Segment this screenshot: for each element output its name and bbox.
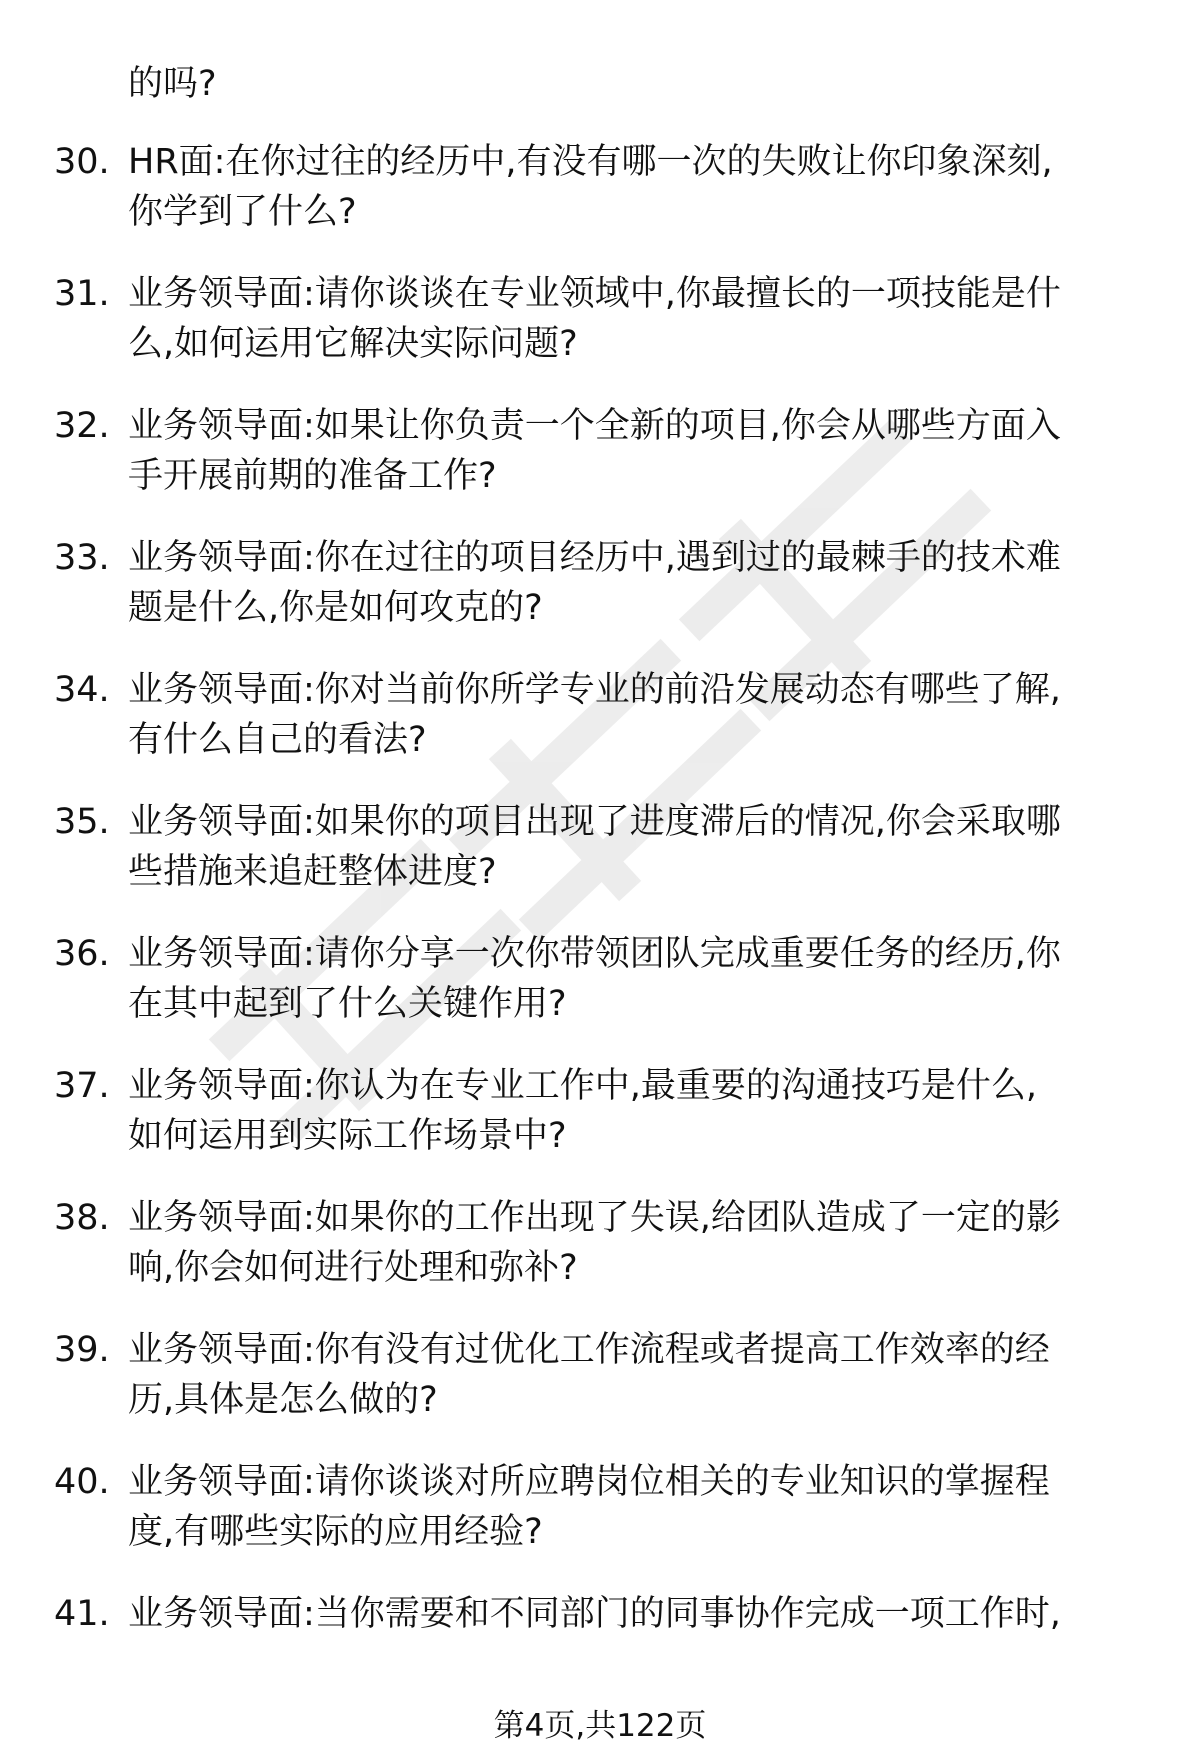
question-item (0, 929, 1200, 1061)
question-line: 业务领导面:如果你的工作出现了失误,给团队造成了一定的影 (128, 1198, 1061, 1238)
question-item (0, 1193, 1200, 1325)
question-text (128, 533, 1178, 633)
question-number: 34. (54, 670, 110, 710)
question-item (0, 1589, 1200, 1721)
question-line: 如何运用到实际工作场景中? (128, 1116, 567, 1156)
question-line: 些措施来追赶整体进度? (128, 852, 497, 892)
question-line: 业务领导面:你在过往的项目经历中,遇到过的最棘手的技术难 (128, 538, 1061, 578)
question-text (128, 137, 1178, 237)
question-line: 响,你会如何进行处理和弥补? (128, 1248, 578, 1288)
question-item (0, 137, 1200, 269)
question-line: 么,如何运用它解决实际问题? (128, 324, 578, 364)
question-item (0, 797, 1200, 929)
page-footer: 第4页,共122页 (493, 1708, 707, 1744)
question-item (0, 401, 1200, 533)
question-item (0, 665, 1200, 797)
question-line: 业务领导面:请你谈谈在专业领域中,你最擅长的一项技能是什 (128, 274, 1061, 314)
question-line: 题是什么,你是如何攻克的? (128, 588, 543, 628)
question-text (128, 1193, 1178, 1293)
question-line: 手开展前期的准备工作? (128, 456, 497, 496)
question-text (128, 1061, 1178, 1161)
question-line: 有什么自己的看法? (128, 720, 427, 760)
question-number: 35. (54, 802, 110, 842)
question-number: 33. (54, 538, 110, 578)
continuation-text: 的吗? (128, 64, 217, 104)
question-number: 31. (54, 274, 110, 314)
question-text (128, 1589, 1178, 1639)
question-number: 38. (54, 1198, 110, 1238)
question-line: 度,有哪些实际的应用经验? (128, 1512, 543, 1552)
question-item (0, 1457, 1200, 1589)
question-text (128, 1325, 1178, 1425)
question-line: HR面:在你过往的经历中,有没有哪一次的失败让你印象深刻, (128, 142, 1053, 182)
question-line: 业务领导面:请你分享一次你带领团队完成重要任务的经历,你 (128, 934, 1061, 974)
question-line: 你学到了什么? (128, 192, 357, 232)
question-number: 37. (54, 1066, 110, 1106)
question-line: 业务领导面:如果你的项目出现了进度滞后的情况,你会采取哪 (128, 802, 1061, 842)
question-number: 32. (54, 406, 110, 446)
question-text (128, 269, 1178, 369)
question-line: 业务领导面:你认为在专业工作中,最重要的沟通技巧是什么, (128, 1066, 1038, 1106)
question-list (0, 137, 1200, 1721)
question-item (0, 533, 1200, 665)
question-line: 历,具体是怎么做的? (128, 1380, 438, 1420)
question-text (128, 929, 1178, 1029)
question-number: 39. (54, 1330, 110, 1370)
question-text (128, 401, 1178, 501)
question-number: 36. (54, 934, 110, 974)
question-line: 业务领导面:如果让你负责一个全新的项目,你会从哪些方面入 (128, 406, 1061, 446)
question-number: 30. (54, 142, 110, 182)
question-number: 41. (54, 1594, 110, 1634)
question-text (128, 797, 1178, 897)
question-item (0, 269, 1200, 401)
question-line: 业务领导面:请你谈谈对所应聘岗位相关的专业知识的掌握程 (128, 1462, 1050, 1502)
question-text (128, 665, 1178, 765)
question-line: 在其中起到了什么关键作用? (128, 984, 567, 1024)
question-text (128, 1457, 1178, 1557)
question-number: 40. (54, 1462, 110, 1502)
question-item (0, 1325, 1200, 1457)
question-line: 业务领导面:你对当前你所学专业的前沿发展动态有哪些了解, (128, 670, 1061, 710)
question-line: 业务领导面:你有没有过优化工作流程或者提高工作效率的经 (128, 1330, 1050, 1370)
question-item (0, 1061, 1200, 1193)
question-line: 业务领导面:当你需要和不同部门的同事协作完成一项工作时, (128, 1594, 1061, 1634)
